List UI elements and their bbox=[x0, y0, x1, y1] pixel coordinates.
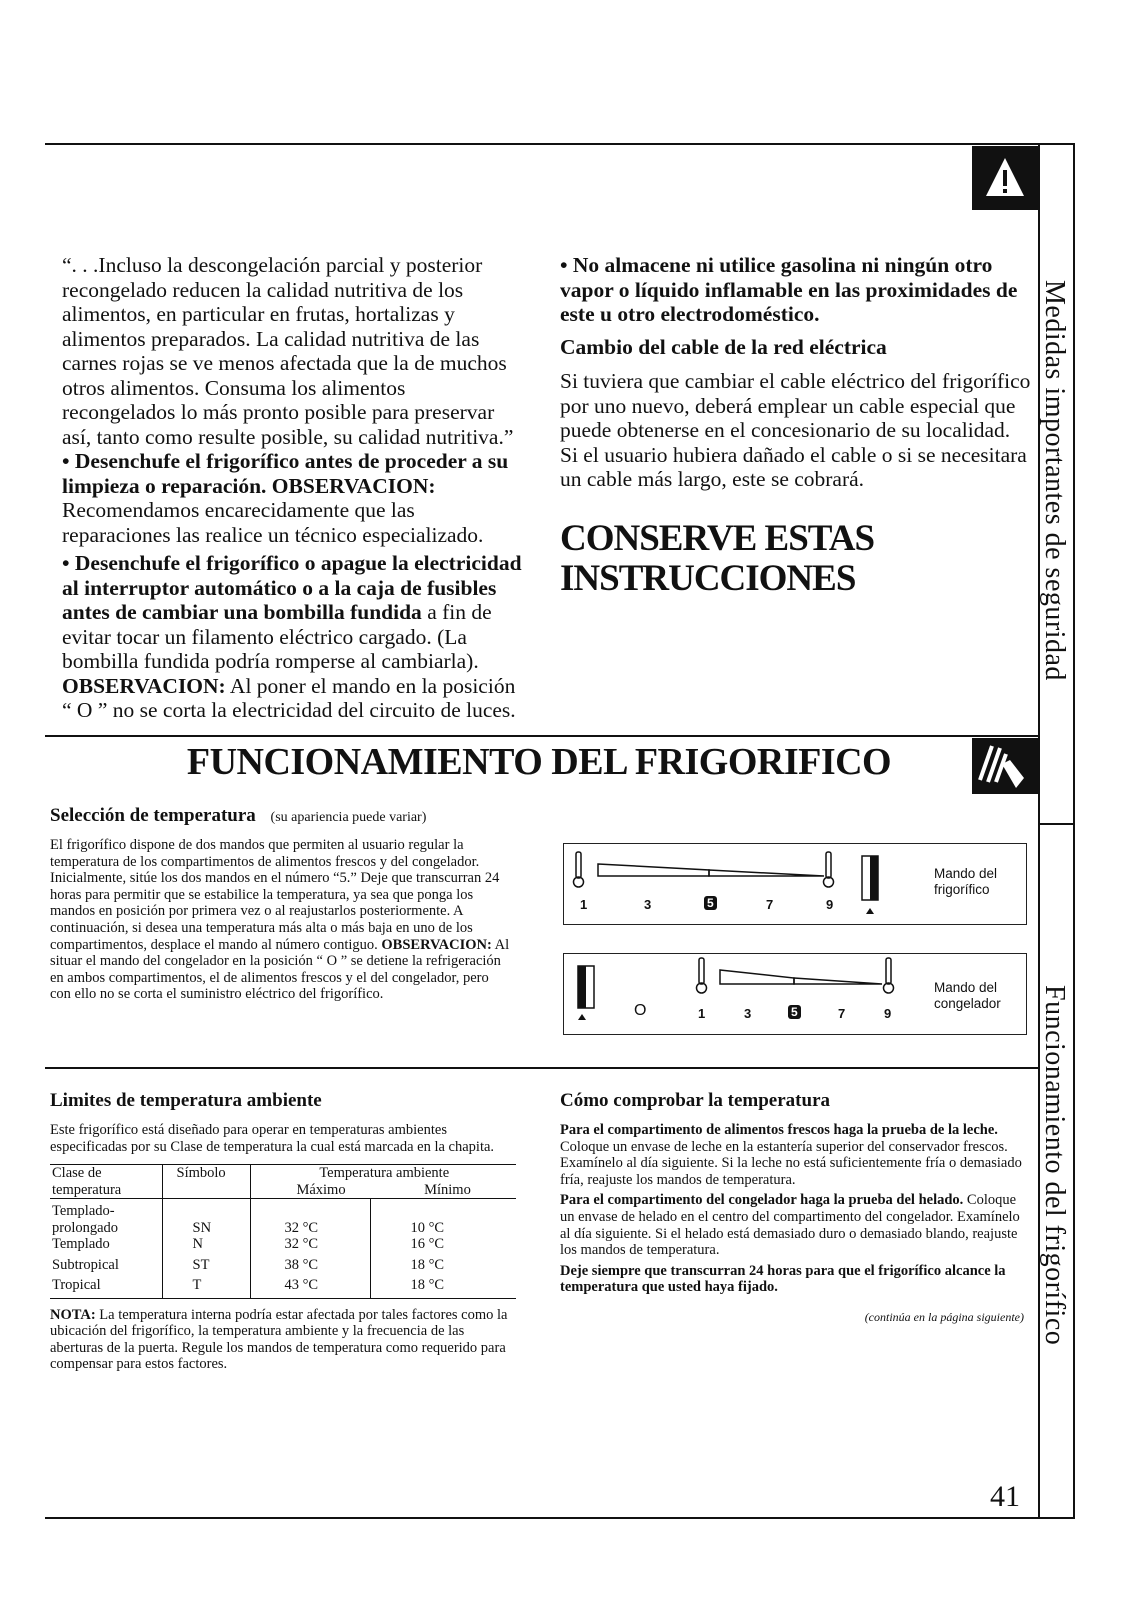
freezer-dial-panel bbox=[563, 953, 1027, 1035]
nota bbox=[50, 1307, 520, 1373]
fridge-dial-label bbox=[934, 866, 997, 898]
header-class-2: temperatura bbox=[52, 1181, 122, 1198]
cable-heading: Cambio del cable de la red eléctrica bbox=[560, 334, 887, 359]
ambient-section bbox=[50, 1090, 520, 1373]
header-symbol: Símbolo bbox=[162, 1165, 250, 1198]
header-class-1: Clase de bbox=[52, 1165, 102, 1182]
fridge-dial-label-2: frigorífico bbox=[934, 882, 990, 897]
sidebar-right-border bbox=[1073, 143, 1075, 1518]
right-column-upper bbox=[560, 253, 1032, 599]
continued-note: (continúa en la página siguiente) bbox=[864, 1309, 1024, 1324]
row3-symbol: T bbox=[162, 1273, 250, 1298]
row1-max: 32 °C bbox=[250, 1236, 370, 1253]
top-rule bbox=[45, 143, 1075, 145]
ambient-text: Este frigorífico está diseñado para operar en temperaturas ambientes especificadas por su Clase de temperatura la cual está marcada en la chapita. bbox=[50, 1122, 495, 1155]
row2-max: 38 °C bbox=[250, 1253, 370, 1274]
row0-class2: prolongado bbox=[52, 1219, 119, 1236]
section-rule bbox=[45, 735, 1038, 737]
freezer-dial-label-2: congelador bbox=[934, 996, 1001, 1011]
bullet2-obs-label: OBSERVACION: bbox=[62, 673, 226, 698]
temp-selection-obs-text: Al situar el mando del congelador en la posición “ O ” se detiene la refrigeración en ambos compartimentos, el de alimentos frescos y el del congelador, pero con ello no se corta el suministro eléctrico del frigorífico. bbox=[50, 936, 510, 1003]
bullet-flammable-text: No almacene ni utilice gasolina ni ningún otro vapor o líquido inflamable en las proximidades de este u otro electrodoméstico. bbox=[560, 253, 1018, 326]
fridge-dial-panel bbox=[563, 843, 1027, 925]
check-p3: Deje siempre que transcurran 24 horas para que el frigorífico alcance la temperatura que usted haya fijado. bbox=[560, 1262, 1006, 1296]
freezer-dial-num-3: 3 bbox=[744, 1006, 752, 1021]
header-max: Máximo bbox=[296, 1181, 346, 1198]
hand-icon bbox=[972, 738, 1038, 794]
temp-selection bbox=[50, 805, 510, 1003]
freezer-dial-off: O bbox=[634, 1002, 647, 1019]
bullet1-text: Recomendamos encarecidamente que las reparaciones las realice un técnico especializado. bbox=[62, 498, 484, 547]
check-section bbox=[560, 1090, 1024, 1325]
check-heading: Cómo comprobar la temperatura bbox=[560, 1090, 830, 1111]
fridge-dial-num-1: 1 bbox=[580, 897, 588, 912]
temp-selection-note: (su apariencia puede variar) bbox=[270, 810, 427, 825]
nota-text: La temperatura interna podría estar afectada por tales factores como la ubicación del frigorífico, la temperatura ambiente y la frecuencia de las aberturas de la puerta. Regule los mandos de temperatura como requerido para compensar para estos factores. bbox=[50, 1306, 508, 1373]
bullet-unplug-bulb: • Desenchufe el frigorífico o apague la electricidad al interruptor automático o a la caja de fusibles antes de cambiar una bombilla fundida a fin de evitar tocar un filamento eléctrico cargado. (La bombilla fundida podría romperse al cambiarla). OBSERVACION: Al poner el mando en la posición “ O ” no se corta la electricidad del circuito de luces. bbox=[62, 551, 522, 722]
freezer-dial-num-9: 9 bbox=[884, 1006, 892, 1021]
freezer-dial-label bbox=[934, 980, 1001, 1012]
bullet2-bold: Desenchufe el frigorífico o apague la electricidad al interruptor automático o a la caja de fusibles antes de cambiar una bombilla fundida bbox=[62, 551, 522, 624]
row0-symbol: SN bbox=[162, 1199, 250, 1236]
page-number: 41 bbox=[990, 1480, 1020, 1513]
side-tab-operation: Funcionamiento del frigorífico bbox=[1039, 985, 1070, 1346]
row3-class: Tropical bbox=[50, 1273, 162, 1298]
fridge-dial-num-7: 7 bbox=[766, 897, 774, 912]
section-title: FUNCIONAMIENTO DEL FRIGORIFICO bbox=[186, 741, 892, 783]
intro-quote: “. . .Incluso la descongelación parcial y posterior recongelado reducen la calidad nutritiva de los alimentos, en particular en frutas, hortalizas y alimentos preparados. La calidad nutritiva de las carnes rojas se ve menos afectada que la de muchos otros alimentos. Consuma los alimentos recongelados lo más pronto posible para preservar así, tanto como resulte posible, su calidad nutritiva.” bbox=[62, 253, 514, 449]
mid-rule bbox=[45, 1067, 1038, 1069]
row0-class1: Templado- bbox=[52, 1203, 115, 1220]
fridge-dial-num-9: 9 bbox=[826, 897, 834, 912]
table-row bbox=[50, 1273, 516, 1298]
row-class bbox=[50, 1199, 162, 1236]
warning-icon bbox=[972, 146, 1038, 210]
bullet1-bold: Desenchufe el frigorífico antes de proceder a su limpieza o reparación. OBSERVACION: bbox=[62, 449, 509, 498]
freezer-dial-label-1: Mando del bbox=[934, 980, 998, 995]
left-column-upper bbox=[62, 253, 522, 723]
row3-min: 18 °C bbox=[410, 1277, 445, 1294]
bullet2-obs-text: Al poner el mando en la posición “ O ” no se corta la electricidad del circuito de luces. bbox=[62, 673, 516, 722]
header-ambient bbox=[250, 1165, 516, 1198]
row2-class: Subtropical bbox=[50, 1253, 162, 1274]
bullet-unplug-cleaning: • Desenchufe el frigorífico antes de proceder a su limpieza o reparación. OBSERVACION: Recomendamos encarecidamente que las reparaciones las realice un técnico especializado. bbox=[62, 449, 509, 547]
side-tab-safety: Medidas importantes de seguridad bbox=[1039, 280, 1070, 681]
temp-selection-body: El frigorífico dispone de dos mandos que permiten al usuario regular la temperatura de los compartimentos de alimentos frescos y del congelador. Inicialmente, sitúe los dos mandos en el número “5.” Deje que transcurran 24 horas para permitir que se estabilice la temperatura, ya sea que ponga los mandos en posición por primera vez o al reajustarlos posteriormente. A continuación, si desea una temperatura más alta o más baja en uno de los compartimentos, desplace el mando al número contiguo. bbox=[50, 837, 500, 953]
header-min: Mínimo bbox=[424, 1181, 471, 1198]
conserve-line2: INSTRUCCIONES bbox=[560, 557, 856, 599]
temp-selection-obs-label: OBSERVACION: bbox=[381, 936, 492, 953]
fridge-dial-num-5-selected: 5 bbox=[704, 896, 717, 910]
cable-text: Si tuviera que cambiar el cable eléctrico del frigorífico por uno nuevo, deberá emplear un cable especial que puede obtenerse en el concesionario de su localidad. Si el usuario hubiera dañado el cable o si se necesitara un cable más largo, este se cobrará. bbox=[560, 369, 1031, 491]
check-p1-text: Coloque un envase de leche en la estantería superior del conservador frescos. Examínelo al día siguiente. Si la leche no está suficientemente fría o demasiado fría, reajuste los mandos de temperatura. bbox=[560, 1138, 1022, 1188]
header-ambient-title: Temperatura ambiente bbox=[319, 1165, 450, 1182]
ambient-heading: Limites de temperatura ambiente bbox=[50, 1090, 322, 1111]
row2-symbol: ST bbox=[162, 1253, 250, 1274]
bottom-rule bbox=[45, 1517, 1075, 1519]
row2-min: 18 °C bbox=[410, 1256, 445, 1273]
check-p2 bbox=[560, 1192, 1024, 1258]
table-row bbox=[50, 1236, 516, 1253]
check-p2-text: Coloque un envase de helado en el centro del compartimento del congelador. Examínelo al día siguiente. Si el helado está demasiado duro o demasiado blando, reajuste los mandos de temperatura. bbox=[560, 1192, 1020, 1259]
row0-max: 32 °C bbox=[250, 1199, 370, 1236]
check-p1-bold: Para el compartimento de alimentos frescos haga la prueba de la leche. bbox=[560, 1122, 998, 1138]
freezer-dial-num-7: 7 bbox=[838, 1006, 846, 1021]
row3-max: 43 °C bbox=[250, 1273, 370, 1298]
temp-selection-heading: Selección de temperatura bbox=[50, 805, 256, 826]
sidebar-divider bbox=[1038, 823, 1074, 825]
row1-symbol: N bbox=[162, 1236, 250, 1253]
table-bottom-rule bbox=[50, 1298, 516, 1299]
row0-min: 10 °C bbox=[410, 1219, 445, 1236]
conserve-line1: CONSERVE ESTAS bbox=[560, 517, 875, 559]
table-row bbox=[50, 1199, 516, 1236]
fridge-dial-num-3: 3 bbox=[644, 897, 652, 912]
ambient-table bbox=[50, 1165, 516, 1298]
table-header-row bbox=[50, 1165, 516, 1198]
nota-label: NOTA: bbox=[50, 1306, 96, 1323]
check-p1 bbox=[560, 1122, 1024, 1188]
fridge-dial-label-1: Mando del bbox=[934, 866, 998, 881]
row1-min: 16 °C bbox=[410, 1236, 445, 1253]
header-class bbox=[50, 1165, 162, 1198]
table-row bbox=[50, 1253, 516, 1274]
bullet2-text: a fin de evitar tocar un filamento eléctrico cargado. (La bombilla fundida podría romperse al cambiarla). bbox=[62, 600, 492, 673]
temp-selection-text bbox=[50, 837, 510, 1003]
freezer-dial-num-5-selected: 5 bbox=[788, 1005, 801, 1019]
temp-selection-heading-row bbox=[50, 805, 510, 827]
freezer-dial-num-1: 1 bbox=[698, 1006, 706, 1021]
row1-class: Templado bbox=[50, 1236, 162, 1253]
check-p2-bold: Para el compartimento del congelador haga la prueba del helado. bbox=[560, 1192, 964, 1209]
bullet-flammable: • No almacene ni utilice gasolina ni ningún otro vapor o líquido inflamable en las proximidades de este u otro electrodoméstico. bbox=[560, 253, 1018, 326]
